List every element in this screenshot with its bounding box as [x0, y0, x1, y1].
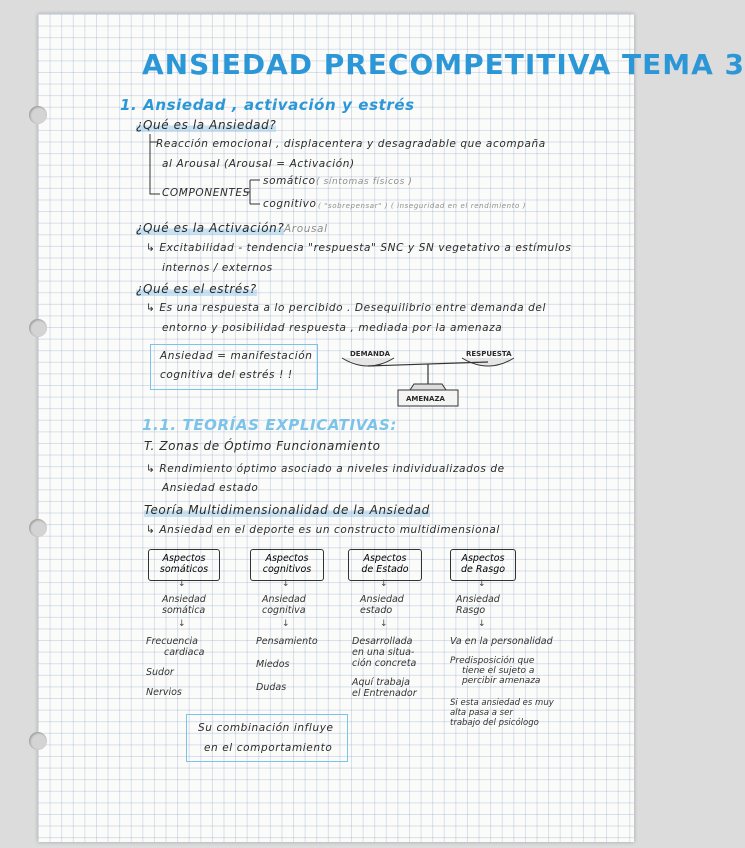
ansiedad-definition-1: Reacción emocional , displacentera y desagradable que acompaña [156, 138, 546, 150]
diagram-item: Nervios [146, 687, 182, 698]
note-line-1: Ansiedad = manifestación [160, 350, 313, 362]
section-heading: 1. Ansiedad , activación y estrés [120, 96, 415, 114]
down-arrow-icon: ↓ [380, 619, 388, 629]
diagram-item: Desarrollada en una situa- ción concreta [352, 636, 417, 669]
theory-1-line-2: Ansiedad estado [162, 482, 259, 494]
diagram-box-estado: Aspectos de Estado [348, 549, 422, 581]
diagram-item: Frecuencia cardiaca [146, 636, 205, 658]
diagram-item: Sudor [146, 667, 174, 678]
diagram-item: Si esta ansiedad es muy alta pasa a ser trabajo del psicólogo [450, 698, 554, 728]
diagram-item: Miedos [256, 659, 290, 670]
question-ansiedad: ¿Qué es la Ansiedad? [136, 118, 277, 132]
theory-2-title: Teoría Multidimensionalidad de la Ansiedad [144, 503, 430, 517]
diagram-box-cognitivos: Aspectos cognitivos [250, 549, 324, 581]
subsection-heading: 1.1. TEORÍAS EXPLICATIVAS: [142, 416, 398, 434]
binder-hole [29, 106, 47, 124]
activacion-note: Arousal [284, 223, 328, 235]
down-arrow-icon: ↓ [478, 579, 486, 589]
down-arrow-icon: ↓ [282, 619, 290, 629]
estres-definition-1: ↳ Es una respuesta a lo percibido . Desequilibrio entre demanda del [146, 302, 546, 314]
question-estres: ¿Qué es el estrés? [136, 282, 257, 296]
note-line-2: cognitiva del estrés ! ! [160, 369, 293, 381]
theory-1-line-1: ↳ Rendimiento óptimo asociado a niveles individualizados de [146, 463, 505, 475]
theory-1-title: T. Zonas de Óptimo Funcionamiento [144, 439, 381, 453]
diagram-box-somaticos: Aspectos somáticos [148, 549, 220, 581]
binder-hole [29, 319, 47, 337]
diagram-sub-rasgo: Ansiedad Rasgo [456, 594, 500, 616]
diagram-box-rasgo: Aspectos de Rasgo [450, 549, 516, 581]
activacion-definition-2: internos / externos [162, 262, 273, 274]
branch-arrow-icon [242, 174, 264, 210]
diagram-item: Aquí trabaja el Entrenador [352, 677, 417, 699]
diagram-sub-cognitiva: Ansiedad cognitiva [262, 594, 306, 616]
binder-hole [29, 519, 47, 537]
down-arrow-icon: ↓ [282, 579, 290, 589]
cognitivo-note: ( "sobrepensar" ) ( inseguridad en el rendimiento ) [318, 202, 527, 210]
diagram-item: Predisposición que tiene el sujeto a percibir amenaza [450, 656, 541, 686]
down-arrow-icon: ↓ [178, 619, 186, 629]
somatico-label: somático [263, 175, 316, 187]
question-activacion: ¿Qué es la Activación? [136, 221, 285, 235]
diagram-sub-somatica: Ansiedad somática [162, 594, 206, 616]
page-title: ANSIEDAD PRECOMPETITIVA TEMA 3 [142, 48, 745, 81]
scale-label-amenaza: AMENAZA [406, 395, 445, 403]
componentes-label: COMPONENTES [162, 187, 250, 199]
activacion-definition-1: ↳ Excitabilidad - tendencia "respuesta" SNC y SN vegetativo a estímulos [146, 242, 572, 254]
bracket-arrow-icon [146, 132, 186, 212]
scale-label-respuesta: RESPUESTA [466, 350, 512, 358]
ansiedad-definition-2: al Arousal (Arousal = Activación) [162, 158, 355, 170]
diagram-sub-estado: Ansiedad estado [360, 594, 404, 616]
estres-definition-2: entorno y posibilidad respuesta , mediada por la amenaza [162, 322, 503, 334]
conclusion-line-1: Su combinación influye [198, 722, 334, 734]
notebook-page [38, 14, 745, 842]
down-arrow-icon: ↓ [178, 579, 186, 589]
diagram-item: Pensamiento [256, 636, 318, 647]
conclusion-line-2: en el comportamiento [204, 742, 333, 754]
diagram-item: Va en la personalidad [450, 636, 553, 647]
down-arrow-icon: ↓ [478, 619, 486, 629]
binder-hole [29, 732, 47, 750]
theory-2-line-1: ↳ Ansiedad en el deporte es un constructo multidimensional [146, 524, 500, 536]
somatico-note: ( síntomas físicos ) [316, 177, 413, 187]
down-arrow-icon: ↓ [380, 579, 388, 589]
cognitivo-label: cognitivo [263, 198, 317, 210]
scale-label-demanda: DEMANDA [350, 350, 391, 358]
diagram-item: Dudas [256, 682, 287, 693]
